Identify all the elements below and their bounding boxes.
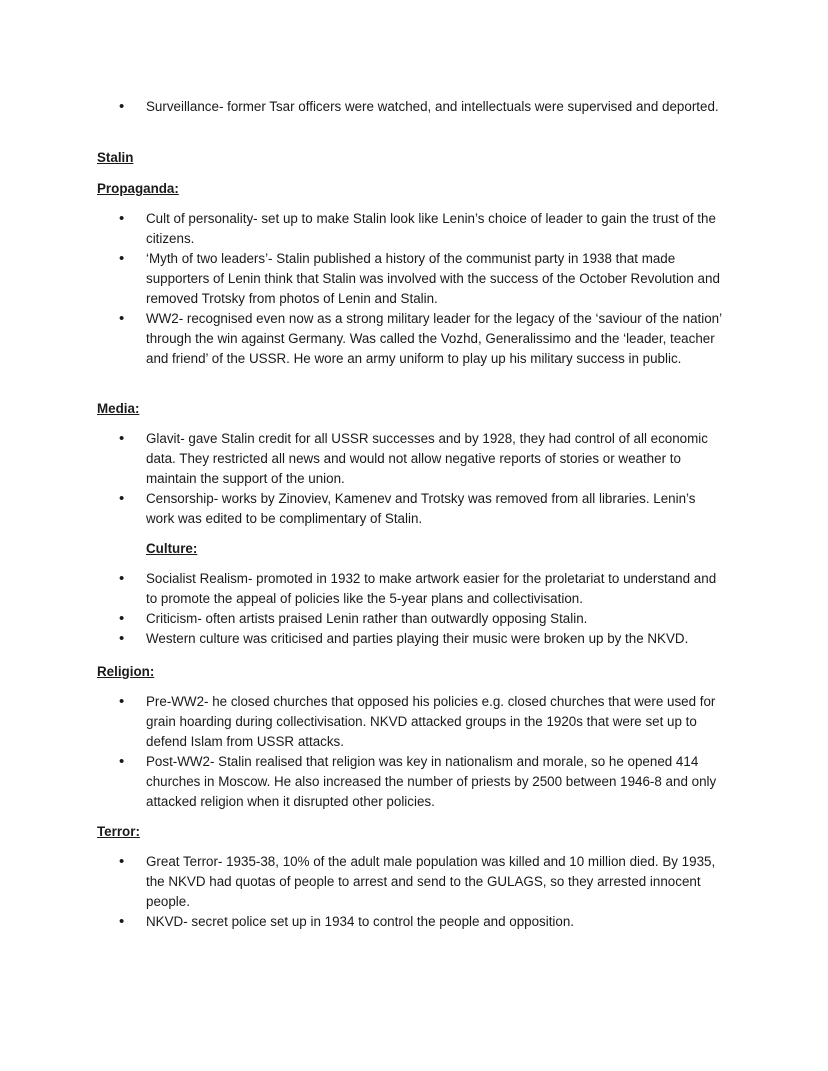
list-item: • NKVD- secret police set up in 1934 to control the people and opposition. bbox=[0, 912, 726, 932]
list-item: • Post-WW2- Stalin realised that religion was key in nationalism and morale, so he opened 414 churches in Moscow. He also increased the number of priests by 2500 between 1946-8 and only attacked religion when it disrupted other policies. bbox=[0, 752, 726, 812]
section-heading-media: Media: bbox=[97, 401, 140, 416]
list-item: • Great Terror- 1935-38, 10% of the adult male population was killed and 10 million died. By 1935, the NKVD had quotas of people to arrest and send to the GULAGS, so they arrested innocent people. bbox=[0, 852, 726, 912]
list-item: • Pre-WW2- he closed churches that opposed his policies e.g. closed churches that were used for grain hoarding during collectivisation. NKVD attacked groups in the 1920s that were set up to defend Islam from USSR attacks. bbox=[0, 692, 726, 752]
section-heading-terror: Terror: bbox=[97, 824, 140, 839]
culture-list bbox=[0, 569, 828, 649]
section-heading-stalin: Stalin bbox=[97, 150, 134, 165]
terror-list bbox=[0, 852, 828, 932]
list-item: • ‘Myth of two leaders’- Stalin published a history of the communist party in 1938 that made supporters of Lenin think that Stalin was involved with the success of the October Revolution and removed Trotsky from photos of Lenin and Stalin. bbox=[0, 249, 726, 309]
section-heading-religion: Religion: bbox=[97, 664, 155, 679]
propaganda-list bbox=[0, 209, 828, 369]
section-heading-culture: Culture: bbox=[146, 541, 198, 556]
list-item: • Censorship- works by Zinoviev, Kamenev and Trotsky was removed from all libraries. Lenin’s work was edited to be complimentary of Stalin. bbox=[0, 489, 726, 529]
media-list bbox=[0, 429, 828, 529]
list-item: • Criticism- often artists praised Lenin rather than outwardly opposing Stalin. bbox=[0, 609, 726, 629]
list-item: • Cult of personality- set up to make Stalin look like Lenin’s choice of leader to gain the trust of the citizens. bbox=[0, 209, 726, 249]
religion-list bbox=[0, 692, 828, 812]
list-item: • Western culture was criticised and parties playing their music were broken up by the NKVD. bbox=[0, 629, 726, 649]
intro-list bbox=[0, 97, 828, 117]
list-item: • Socialist Realism- promoted in 1932 to make artwork easier for the proletariat to understand and to promote the appeal of policies like the 5-year plans and collectivisation. bbox=[0, 569, 726, 609]
section-heading-propaganda: Propaganda: bbox=[97, 181, 179, 196]
list-item: • WW2- recognised even now as a strong military leader for the legacy of the ‘saviour of the nation’ through the win against Germany. Was called the Vozhd, Generalissimo and the ‘leader, teacher and friend’ of the USSR. He wore an army uniform to play up his military success in public. bbox=[0, 309, 726, 369]
list-item: • Glavit- gave Stalin credit for all USSR successes and by 1928, they had control of all economic data. They restricted all news and would not allow negative reports of stories or weather to maintain the support of the union. bbox=[0, 429, 726, 489]
list-item: • Surveillance- former Tsar officers were watched, and intellectuals were supervised and deported. bbox=[0, 97, 726, 117]
